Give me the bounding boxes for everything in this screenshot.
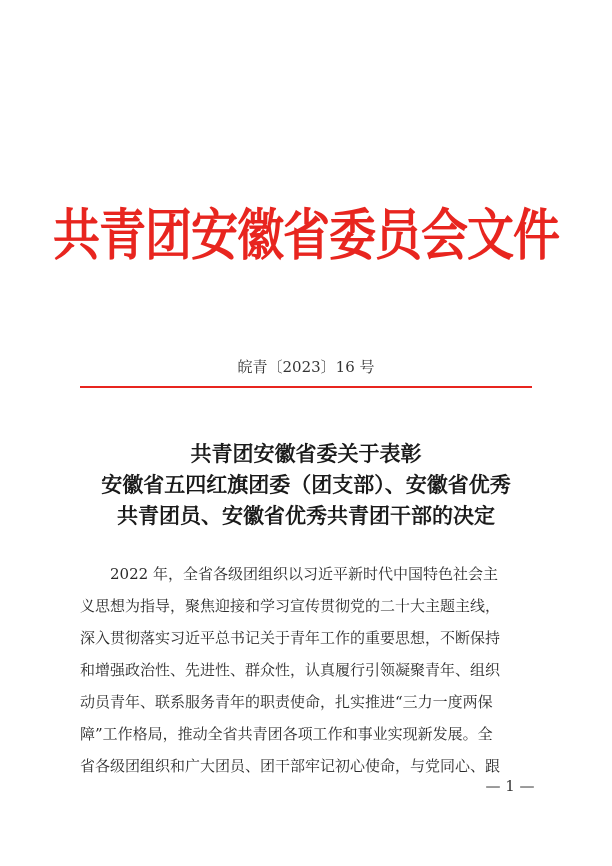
body-line: 和增强政治性、先进性、群众性，认真履行引领凝聚青年、组织 bbox=[80, 661, 501, 679]
body-line: 2022 年，全省各级团组织以习近平新时代中国特色社会主 bbox=[110, 565, 498, 583]
body-line: 深入贯彻落实习近平总书记关于青年工作的重要思想，不断保持 bbox=[80, 629, 501, 647]
decision-title-line: 共青团员、安徽省优秀共青团干部的决定 bbox=[117, 503, 495, 528]
body-line: 动员青年、联系服务青年的职责使命，扎实推进“三力一度两保 bbox=[80, 693, 493, 711]
body-line: 省各级团组织和广大团员、团干部牢记初心使命，与党同心、跟 bbox=[80, 757, 501, 775]
decision-title-line: 安徽省五四红旗团委（团支部）、安徽省优秀 bbox=[101, 472, 511, 497]
decision-title-line: 共青团安徽省委关于表彰 bbox=[190, 441, 422, 466]
page-number: — 1 — bbox=[485, 777, 535, 795]
body-line: 义思想为指导，聚焦迎接和学习宣传贯彻党的二十大主题主线， bbox=[80, 597, 501, 615]
body-line: 障”工作格局，推动全省共青团各项工作和事业实现新发展。全 bbox=[80, 725, 493, 743]
red-divider bbox=[80, 386, 532, 388]
document-masthead: 共青团安徽省委员会文件 bbox=[53, 203, 559, 269]
document-number: 皖青〔2023〕16 号 bbox=[237, 358, 375, 376]
body-paragraph bbox=[80, 558, 536, 782]
decision-title bbox=[40, 438, 572, 531]
